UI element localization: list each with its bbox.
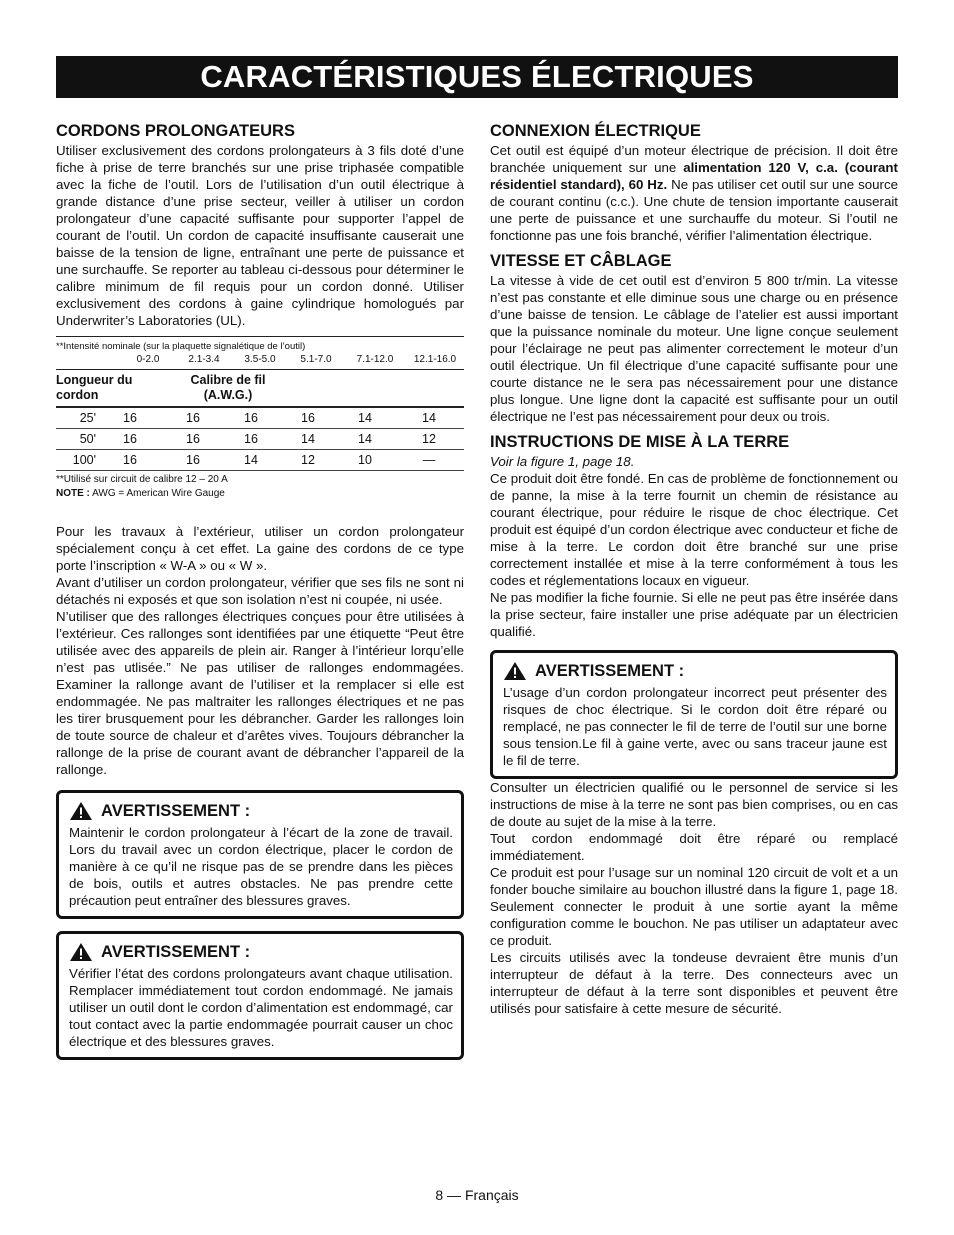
section-text: [490, 142, 898, 244]
warning-title: [503, 661, 887, 681]
section-vitesse: [490, 251, 898, 425]
table-cell: 16: [123, 453, 137, 467]
range-cell: 5.1-7.0: [300, 354, 332, 365]
table-cell: 12: [301, 453, 315, 467]
paragraph: Consulter un électricien qualifié ou le personnel de service si les instructions de mise à la terre ne sont pas bien comprises, ou en cas de doute au sujet de la mise à la terre.: [490, 780, 898, 829]
text-run: Cet outil est équipé d’un moteur électrique de précision. Il doit être branchée uniquement sur une: [490, 143, 898, 175]
table-cell: 12: [422, 432, 436, 446]
table-cell: 100': [72, 453, 96, 467]
table-cell: 14: [422, 411, 436, 425]
table-ranges-row: [56, 353, 464, 370]
table-cell: 16: [244, 432, 258, 446]
paragraph: Pour les travaux à l’extérieur, utiliser un cordon prolongateur spécialement conçu à cet effet. La gaine des cordons de ce type porte l’inscription « W-A » ou « W ».: [56, 524, 464, 573]
warning-box: [56, 931, 464, 1060]
table-cell: 16: [123, 411, 137, 425]
table-foot-note: [56, 487, 464, 501]
page-footer: [0, 1187, 954, 1203]
text-run: Ne pas utiliser cet outil sur une source de courant continu (c.c.). Une chute de tension importante causerait une perte de puissance et une surchauffe du moteur. Si l’outil ne fonctionne pas une fois branché, vérifier l’alimentation électrique.: [490, 177, 898, 243]
table-cell: 16: [301, 411, 315, 425]
table-cell: 14: [358, 432, 372, 446]
text-run-bold: alimentation 120 V, c.a. (courant résidentiel standard), 60 Hz.: [490, 160, 898, 192]
table-cell: 25': [79, 411, 96, 425]
table-header-row: [56, 370, 464, 408]
paragraph: N’utiliser que des rallonges électriques conçues pour être utilisées à l’extérieur. Ces rallonges sont identifiées par une étiquette “Peut être utilisée avec des appareils de plein air. Ranger à l’intérieur lorqu’elle n’est pas utlisée.” Ne pas utiliser de rallonges endommagées. Examiner la rallonge avant de l’utiliser et la remplacer si elle est endommagée. Ne pas maltraiter les rallonges électriques et ne pas les tirer brusquement pour les débrancher. Garder les rallonges loin de toute source de chaleur et d’arêtes vives. Toujours débrancher la rallonge de la prise de courant avant de débrancher l’appareil de la rallonge.: [56, 609, 464, 777]
warning-title: [69, 801, 453, 821]
table-cell: 16: [123, 432, 137, 446]
warning-title-text: AVERTISSEMENT :: [101, 802, 251, 820]
right-column: [490, 121, 898, 1017]
section-heading: CONNEXION ÉLECTRIQUE: [490, 122, 701, 140]
section-text: Ne pas modifier la fiche fournie. Si elle ne peut pas être insérée dans la prise secteur, faire installer une prise adéquate par un électricien qualifié.: [490, 590, 898, 639]
section-heading: VITESSE ET CÂBLAGE: [490, 252, 672, 270]
table-cell: 14: [358, 411, 372, 425]
note-text: AWG = American Wire Gauge: [89, 488, 225, 499]
range-cell: 3.5-5.0: [244, 354, 276, 365]
page-number: 8 — Français: [435, 1187, 519, 1203]
section-text: Utiliser exclusivement des cordons prolongateurs à 3 fils doté d’une fiche à prise de terre branchés sur une prise triphasée compatible avec la fiche de l’outil. Lors de l’utilisation d’un outil électrique à grande distance d’une prise secteur, veiller à utiliser un cordon prolongateur d’une capacité suffisante pour supporter l’appel de courant de l’outil. Un cordon de capacité insuffisante causerait une baisse de la tension de ligne, entraînant une perte de puissance et une surchauffe. Se reporter au tableau ci-dessous pour déterminer le calibre minimum de fil requis pour un cordon donné. Utiliser exclusivement des cordons à gaine cylindrique homologués par Underwriter’s Laboratories (UL).: [56, 143, 464, 328]
section-heading: INSTRUCTIONS DE MISE À LA TERRE: [490, 433, 790, 451]
warning-title-text: AVERTISSEMENT :: [535, 662, 685, 680]
warning-triangle-icon: [69, 942, 93, 962]
warning-title: [69, 942, 453, 962]
table-row: [56, 429, 464, 450]
warning-text: L’usage d’un cordon prolongateur incorrect peut présenter des risques de choc électrique. Si le cordon doit être réparé ou remplacé, ne pas connecter le fil de terre de l’outil sur une borne sous tension.Le fil à gaine verte, avec ou sans traceur jaune est le fil de terre.: [503, 685, 887, 768]
section-cordons: [56, 121, 464, 329]
section-connexion: [490, 121, 898, 244]
paragraph: Les circuits utilisés avec la tondeuse devraient être munis d’un interrupteur de défaut à la terre. Des connecteurs avec un interrupteur de défaut à la terre sont disponibles et peuvent être utilisés pour satisfaire à cette mesure de sécurité.: [490, 950, 898, 1016]
section-terre: [490, 432, 898, 640]
table-cell: 16: [244, 411, 258, 425]
table-cell: 16: [186, 411, 200, 425]
page-title: CARACTÉRISTIQUES ÉLECTRIQUES: [200, 59, 754, 94]
warning-title-text: AVERTISSEMENT :: [101, 943, 251, 961]
warning-box: [490, 650, 898, 779]
section-text: La vitesse à vide de cet outil est d’environ 5 800 tr/min. La vitesse n’est pas constante et elle diminue sous une charge ou en présence d’une baisse de tension. Le câblage de l’atelier est aussi important que la puissance nominale du moteur. Une ligne conçue seulement pour l’éclairage ne peut pas alimenter correctement le moteur d’un outil électrique. Un fil électrique d’une capacité suffisante pour une courte distance ne le sera pas nécessairement pour une distance plus longue. Une ligne dont la capacité est suffisante pour un outil électrique ne l’est pas nécessairement pour deux ou trois.: [490, 273, 898, 424]
range-cell: 7.1-12.0: [356, 354, 394, 365]
paragraph: Ce produit est pour l’usage sur un nominal 120 circuit de volt et a un fonder bouche similaire au bouchon illustré dans la figure 1, page 18. Seulement connecter le produit à une sortie ayant la même configuration comme le bouchon. Ne pas utiliser un adaptateur avec ce produit.: [490, 865, 898, 948]
figure-reference: Voir la figure 1, page 18.: [490, 454, 635, 469]
table-cell: 14: [244, 453, 258, 467]
table-footnote: [56, 471, 464, 501]
range-cell: 12.1-16.0: [413, 354, 457, 365]
range-cell: 2.1-3.4: [188, 354, 220, 365]
table-row: [56, 408, 464, 429]
gauge-table: [56, 336, 464, 501]
table-cell: 14: [301, 432, 315, 446]
warning-triangle-icon: [503, 661, 527, 681]
table-cell: 16: [186, 432, 200, 446]
section-heading: CORDONS PROLONGATEURS: [56, 122, 295, 140]
table-cell: —: [422, 453, 436, 467]
table-cell: 16: [186, 453, 200, 467]
section-text: Ce produit doit être fondé. En cas de problème de fonctionnement ou de panne, la mise à la terre fournit un chemin de résistance au courant électrique, pour réduire le risque de choc électrique. Cet produit est équipé d’un cordon électrique avec conducteur et fiche de mise à la terre. Le cordon doit être branché sur une prise correctement installée et mise à la terre conformément à tous les codes et réglementations locaux en vigueur.: [490, 471, 898, 588]
table-foot-circuit: **Utilisé sur circuit de calibre 12 – 20 A: [56, 474, 228, 485]
header-gauge: Calibre de fil (A.W.G.): [190, 373, 266, 402]
warning-text: Vérifier l’état des cordons prolongateurs avant chaque utilisation. Remplacer immédiatement tout cordon endommagé. Ne jamais utiliser un outil dont le cordon d’alimentation est endommagé, car tout contact avec la partie endommagée pourrait causer un choc électrique et des blessures graves.: [69, 966, 453, 1049]
range-cell: 0-2.0: [136, 354, 160, 365]
warning-triangle-icon: [69, 801, 93, 821]
paragraph: Tout cordon endommagé doit être réparé ou remplacé immédiatement.: [490, 831, 898, 863]
note-label: NOTE :: [56, 488, 90, 499]
warning-text: Maintenir le cordon prolongateur à l’écart de la zone de travail. Lors du travail avec un cordon électrique, placer le cordon de manière à ce qu’il ne risque pas de se prendre dans les pièces de bois, outils et autres obstacles. Ne pas prendre cette précaution peut entraîner des blessures graves.: [69, 825, 453, 908]
table-row: [56, 450, 464, 471]
table-note: **Intensité nominale (sur la plaquette signalétique de l’outil): [56, 341, 306, 352]
page-title-banner: [56, 56, 898, 98]
paragraph: Avant d’utiliser un cordon prolongateur, vérifier que ses fils ne sont ni détachés ni exposés et que son isolation n’est ni coupée, ni usée.: [56, 575, 464, 607]
header-length: Longueur du cordon: [56, 373, 133, 402]
warning-box: [56, 790, 464, 919]
table-cell: 10: [358, 453, 372, 467]
left-column: [56, 121, 464, 1060]
table-cell: 50': [79, 432, 96, 446]
